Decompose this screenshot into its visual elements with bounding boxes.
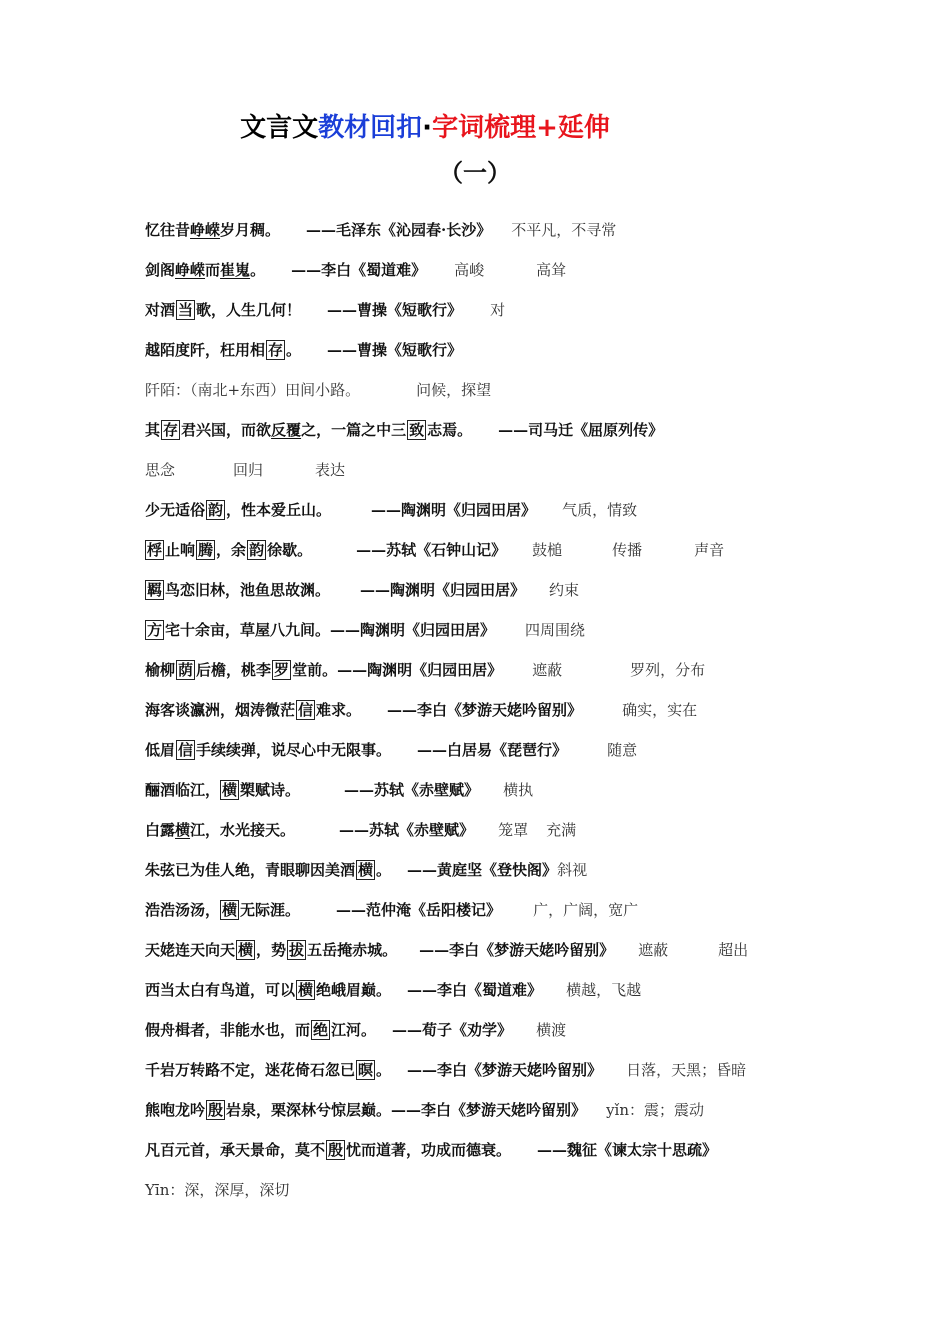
quote-source: ——曹操《短歌行》 xyxy=(327,341,463,359)
gloss-note: 横渡 xyxy=(536,1021,567,1039)
entry-line-5 xyxy=(145,380,491,400)
quote-source: ——苏轼《石钟山记》 xyxy=(356,541,507,559)
entry-line-15 xyxy=(145,780,533,800)
quote-text: 榆柳 xyxy=(145,661,176,679)
quote-text: 海客谈瀛洲，烟涛微茫 xyxy=(145,701,296,719)
gloss-note: 不平凡，不寻常 xyxy=(511,221,617,239)
entry-line-18 xyxy=(145,900,638,920)
entry-line-24 xyxy=(145,1140,717,1160)
gloss-note: 笼罩 xyxy=(498,821,529,839)
key-word: 横 xyxy=(298,981,314,999)
gloss-note: 对 xyxy=(490,301,506,319)
gloss-note: 斜视 xyxy=(557,861,588,879)
document-subtitle: （一） xyxy=(439,159,511,187)
quote-text: 天姥连天向天 xyxy=(145,941,236,959)
gloss-note: 随意 xyxy=(607,741,638,759)
key-word: 当 xyxy=(178,301,194,319)
quote-text: 徐歇。 xyxy=(267,541,313,559)
quote-text: 千岩万转路不定，迷花倚石忽已 xyxy=(145,1061,356,1079)
quote-text: 后檐，桃李 xyxy=(196,661,272,679)
entry-line-2 xyxy=(145,260,566,280)
gloss-note: 回归 xyxy=(233,461,264,479)
quote-text: 歌，人生几何！ xyxy=(196,301,302,319)
key-word: 横 xyxy=(222,781,238,799)
entry-line-11 xyxy=(145,620,585,640)
key-word: 峥嵘 xyxy=(190,221,221,239)
key-word: 桴 xyxy=(147,541,163,559)
entry-line-10 xyxy=(145,580,579,600)
quote-text: 少无适俗 xyxy=(145,501,206,519)
entry-line-12 xyxy=(145,660,705,680)
quote-text: 江，水光接天。 xyxy=(190,821,296,839)
quote-text: 剑阁 xyxy=(145,261,176,279)
quote-text: 其 xyxy=(145,421,161,439)
key-word: 拔 xyxy=(289,941,305,959)
gloss-note: 横执 xyxy=(503,781,534,799)
key-word: 存 xyxy=(268,341,284,359)
gloss-note: 传播 xyxy=(612,541,643,559)
quote-text: ，余 xyxy=(216,541,247,559)
entry-line-19 xyxy=(145,940,748,960)
quote-text: 鸟恋旧林，池鱼思故渊。 xyxy=(165,581,331,599)
quote-text: 之，一篇之中三 xyxy=(301,421,407,439)
quote-source: ——苏轼《赤壁赋》 xyxy=(344,781,480,799)
quote-source: ——苏轼《赤壁赋》 xyxy=(339,821,475,839)
key-word: 致 xyxy=(409,421,425,439)
explanation-text: Yīn：深，深厚，深切 xyxy=(145,1181,290,1199)
title-part-wenyanwen: 文言文 xyxy=(240,113,319,143)
quote-text: 难求。 xyxy=(316,701,362,719)
entry-line-23 xyxy=(145,1100,704,1120)
quote-text: 白露 xyxy=(145,821,176,839)
quote-source: ——李白《梦游天姥吟留别》 xyxy=(419,941,615,959)
quote-text: 忧而道著，功成而德衰。 xyxy=(346,1141,512,1159)
key-word: 存 xyxy=(163,421,179,439)
quote-text: 浩浩汤汤， xyxy=(145,901,221,919)
key-word: 横 xyxy=(358,861,374,879)
key-word: 横 xyxy=(175,821,191,839)
entry-line-14 xyxy=(145,740,637,760)
entry-line-9 xyxy=(145,540,724,560)
quote-text: 无际涯。 xyxy=(240,901,301,919)
gloss-note: 高峻 xyxy=(454,261,485,279)
key-word: 绝 xyxy=(313,1021,329,1039)
gloss-note: 超出 xyxy=(718,941,749,959)
entry-line-13 xyxy=(145,700,697,720)
quote-text: 槊赋诗。 xyxy=(240,781,301,799)
key-word: 罗 xyxy=(274,661,290,679)
gloss-note: 问候，探望 xyxy=(416,381,492,399)
quote-text: 朱弦已为佳人绝，青眼聊因美酒 xyxy=(145,861,356,879)
quote-text: 宅十余亩，草屋八九间。 xyxy=(165,621,331,639)
gloss-note: 表达 xyxy=(315,461,346,479)
entry-line-1 xyxy=(145,220,616,240)
key-word: 韵 xyxy=(208,501,224,519)
key-word: 羁 xyxy=(147,581,163,599)
quote-text: 忆往昔 xyxy=(145,221,191,239)
quote-text: 凡百元首，承天景命，莫不 xyxy=(145,1141,326,1159)
gloss-note: 遮蔽 xyxy=(532,661,563,679)
entry-line-4 xyxy=(145,340,462,360)
quote-text: 。 xyxy=(376,861,392,879)
quote-source: ——白居易《琵琶行》 xyxy=(417,741,568,759)
key-word: 殷 xyxy=(328,1141,344,1159)
entry-line-25 xyxy=(145,1180,289,1200)
gloss-note: 日落，天黑；昏暗 xyxy=(626,1061,747,1079)
quote-source: ——曹操《短歌行》 xyxy=(327,301,463,319)
quote-text: 熊咆龙吟 xyxy=(145,1101,206,1119)
gloss-note: 遮蔽 xyxy=(638,941,669,959)
quote-text: 岩泉，栗深林兮惊层巅。 xyxy=(226,1101,392,1119)
quote-source: ——荀子《劝学》 xyxy=(392,1021,513,1039)
quote-source: ——魏征《谏太宗十思疏》 xyxy=(537,1141,718,1159)
key-word: 殷 xyxy=(208,1101,224,1119)
quote-text: 江河。 xyxy=(331,1021,377,1039)
gloss-note: 声音 xyxy=(694,541,725,559)
quote-text: 手续续弹，说尽心中无限事。 xyxy=(196,741,392,759)
gloss-note: yǐn：震；震动 xyxy=(606,1101,704,1119)
quote-text: 而 xyxy=(205,261,221,279)
title-part-zici: 字词梳理+延伸 xyxy=(432,113,610,143)
gloss-note: 充满 xyxy=(546,821,577,839)
quote-source: ——陶渊明《归园田居》 xyxy=(371,501,537,519)
entry-line-17 xyxy=(145,860,587,880)
gloss-note: 高耸 xyxy=(536,261,567,279)
key-word: 荫 xyxy=(178,661,194,679)
key-word: 暝 xyxy=(358,1061,374,1079)
quote-text: 岁月稠。 xyxy=(220,221,281,239)
quote-text: 。 xyxy=(250,261,266,279)
quote-source: ——司马迁《屈原列传》 xyxy=(498,421,664,439)
quote-source: ——陶渊明《归园田居》 xyxy=(360,581,526,599)
quote-text: 越陌度阡，枉用相 xyxy=(145,341,266,359)
quote-source: ——范仲淹《岳阳楼记》 xyxy=(336,901,502,919)
quote-source: ——毛泽东《沁园春·长沙》 xyxy=(306,221,492,239)
quote-source: ——李白《蜀道难》 xyxy=(291,261,427,279)
quote-source: ——黄庭坚《登快阁》 xyxy=(407,861,558,879)
quote-source: ——李白《梦游天姥吟留别》 xyxy=(391,1101,587,1119)
gloss-note: 确实，实在 xyxy=(622,701,698,719)
quote-text: 绝峨眉巅。 xyxy=(316,981,392,999)
key-word: 信 xyxy=(178,741,194,759)
entry-line-3 xyxy=(145,300,505,320)
gloss-note: 约束 xyxy=(549,581,580,599)
quote-text: 酾酒临江， xyxy=(145,781,221,799)
entry-line-22 xyxy=(145,1060,746,1080)
gloss-note: 横越，飞越 xyxy=(566,981,642,999)
quote-text: 假舟楫者，非能水也，而 xyxy=(145,1021,311,1039)
entry-line-16 xyxy=(145,820,576,840)
entry-line-6 xyxy=(145,420,663,440)
quote-text: 。 xyxy=(376,1061,392,1079)
entry-line-21 xyxy=(145,1020,566,1040)
gloss-note: 广，广阔，宽广 xyxy=(533,901,639,919)
key-word: 峥嵘 xyxy=(175,261,206,279)
title-part-jiaocai: 教材回扣 xyxy=(318,113,423,143)
quote-source: ——李白《梦游天姥吟留别》 xyxy=(407,1061,603,1079)
entry-line-8 xyxy=(145,500,637,520)
explanation-text: 阡陌：（南北+东西）田间小路。 xyxy=(145,381,361,399)
quote-text: 。 xyxy=(286,341,302,359)
quote-source: ——陶渊明《归园田居》 xyxy=(330,621,496,639)
quote-text: 堂前。 xyxy=(292,661,338,679)
gloss-note: 鼓槌 xyxy=(532,541,563,559)
quote-text: 五岳掩赤城。 xyxy=(307,941,398,959)
quote-text: 君兴国，而欲 xyxy=(181,421,272,439)
gloss-note: 罗列，分布 xyxy=(630,661,706,679)
quote-text: 对酒 xyxy=(145,301,176,319)
key-word: 方 xyxy=(147,621,163,639)
key-word: 横 xyxy=(238,941,254,959)
document-title xyxy=(0,113,950,143)
entry-line-20 xyxy=(145,980,641,1000)
key-word: 信 xyxy=(298,701,314,719)
key-word: 横 xyxy=(222,901,238,919)
gloss-note: 思念 xyxy=(145,461,176,479)
key-word: 反覆 xyxy=(271,421,302,439)
key-word: 崔嵬 xyxy=(220,261,251,279)
quote-text: ，势 xyxy=(256,941,287,959)
quote-source: ——李白《蜀道难》 xyxy=(407,981,543,999)
quote-text: 低眉 xyxy=(145,741,176,759)
quote-text: 西当太白有鸟道，可以 xyxy=(145,981,296,999)
quote-source: ——李白《梦游天姥吟留别》 xyxy=(387,701,583,719)
key-word: 腾 xyxy=(198,541,214,559)
key-word: 韵 xyxy=(249,541,265,559)
title-dot: · xyxy=(422,113,433,143)
gloss-note: 气质，情致 xyxy=(562,501,638,519)
quote-text: 止响 xyxy=(165,541,196,559)
gloss-note: 四周围绕 xyxy=(525,621,586,639)
entry-line-7 xyxy=(145,460,345,480)
quote-text: 志焉。 xyxy=(427,421,473,439)
quote-text: ，性本爱丘山。 xyxy=(226,501,332,519)
quote-source: ——陶渊明《归园田居》 xyxy=(337,661,503,679)
